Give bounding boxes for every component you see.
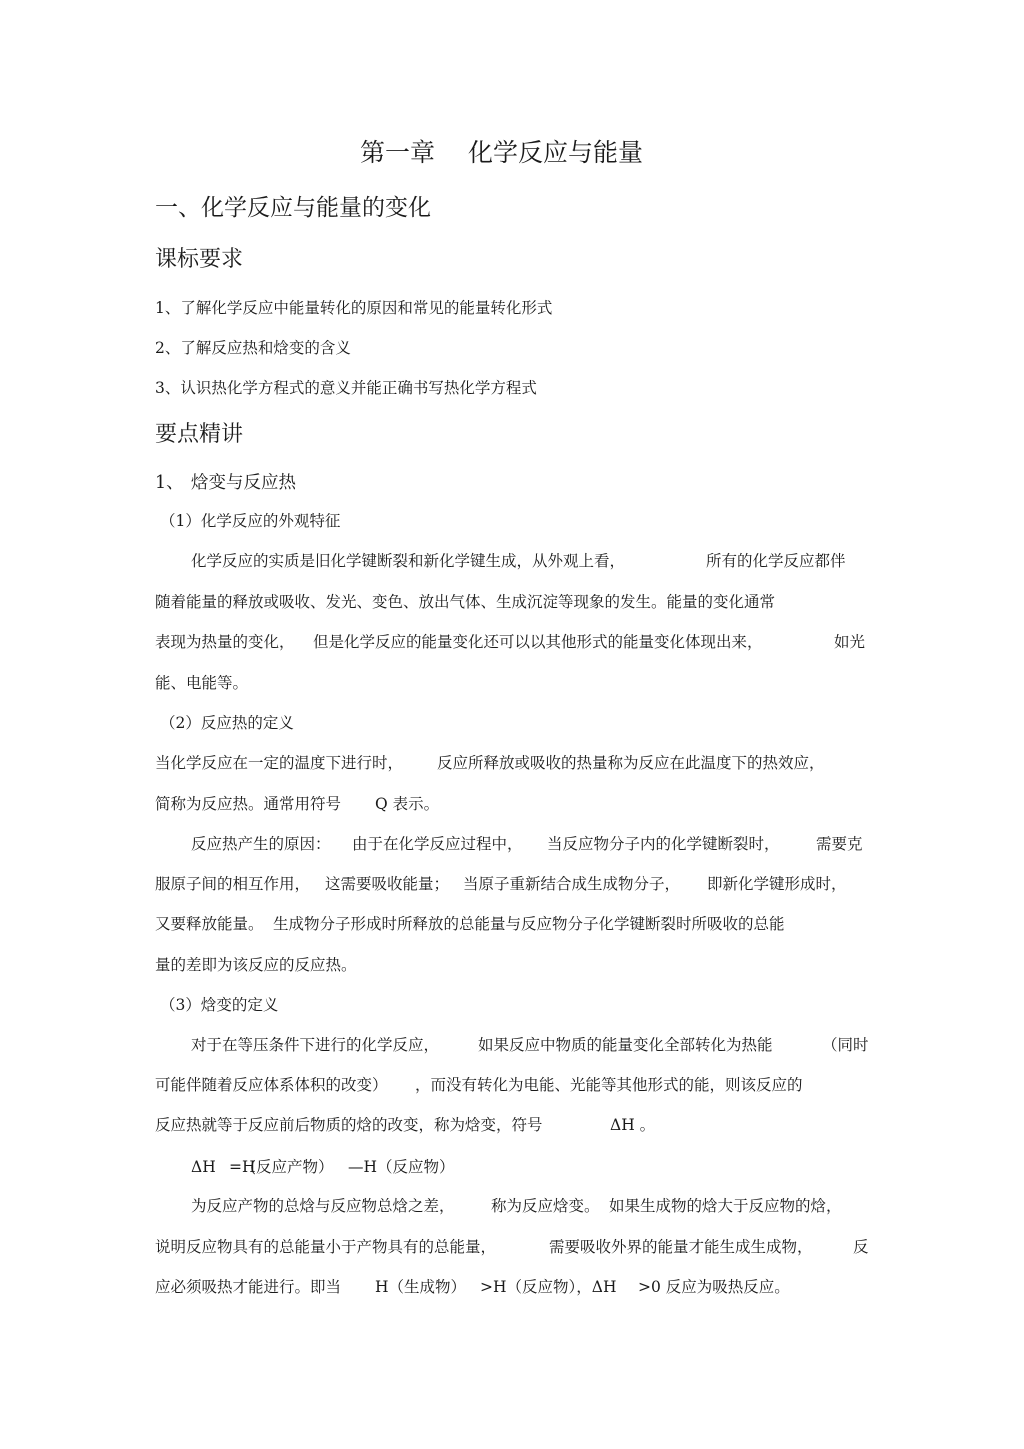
paragraph-text: 反应热产生的原因： xyxy=(191,835,331,853)
requirement-item: 2、了解反应热和焓变的含义 xyxy=(155,339,351,357)
paragraph-text: 表现为热量的变化， xyxy=(155,633,295,651)
requirement-item: 3、认识热化学方程式的意义并能正确书写热化学方程式 xyxy=(155,379,537,397)
paragraph-text: 当原子重新结合成生成物分子， xyxy=(463,875,681,893)
section-heading: 一、化学反应与能量的变化 xyxy=(155,195,431,221)
paragraph-text: H（生成物） xyxy=(375,1278,467,1296)
paragraph-text: 说明反应物具有的总能量小于产物具有的总能量， xyxy=(155,1238,497,1256)
paragraph-text: 称为反应焓变。 xyxy=(491,1197,600,1215)
paragraph-text: 可能伴随着反应体系体积的改变） xyxy=(155,1076,388,1094)
paragraph-text: 当反应物分子内的化学键断裂时， xyxy=(547,835,780,853)
paragraph-text: 反 xyxy=(853,1238,869,1256)
paragraph-text: >H（反应物），ΔH xyxy=(480,1278,617,1296)
paragraph-text: 由于在化学反应过程中， xyxy=(352,835,523,853)
paragraph-text: 化学反应的实质是旧化学键断裂和新化学键生成，从外观上看， xyxy=(191,552,626,570)
formula-delta-h: ΔH xyxy=(191,1158,216,1176)
paragraph-text: 如果反应中物质的能量变化全部转化为热能 xyxy=(478,1036,773,1054)
paragraph-text: 服原子间的相互作用， xyxy=(155,875,311,893)
paragraph-text: 如光 xyxy=(834,633,866,651)
paragraph-text: 应必须吸热才能进行。即当 xyxy=(155,1278,342,1296)
paragraph-text: 即新化学键形成时， xyxy=(707,875,847,893)
paragraph-text: （同时 xyxy=(822,1036,869,1054)
formula-equals: =H xyxy=(229,1158,256,1176)
paragraph-text: 如果生成物的焓大于反应物的焓， xyxy=(609,1197,842,1215)
paragraph-text: 但是化学反应的能量变化还可以以其他形式的能量变化体现出来， xyxy=(313,633,763,651)
formula-reactants: —H（反应物） xyxy=(348,1158,455,1176)
paragraph-text: 生成物分子形成时所释放的总能量与反应物分子化学键断裂时所吸收的总能 xyxy=(273,915,785,933)
paragraph-text: 为反应产物的总焓与反应物总焓之差， xyxy=(191,1197,455,1215)
paragraph-text: 需要吸收外界的能量才能生成生成物， xyxy=(549,1238,813,1256)
paragraph-text: 所有的化学反应都伴 xyxy=(706,552,846,570)
formula-products: (反应产物） xyxy=(250,1158,334,1176)
paragraph-text: 反应热就等于反应前后物质的焓的改变，称为焓变，符号 xyxy=(155,1116,543,1134)
paragraph-text: 简称为反应热。通常用符号 xyxy=(155,795,342,813)
chapter-number: 第一章 xyxy=(360,138,436,167)
paragraph-text: 量的差即为该反应的反应热。 xyxy=(155,956,357,974)
paragraph-text: 随着能量的释放或吸收、发光、变色、放出气体、生成沉淀等现象的发生。能量的变化通常 xyxy=(155,593,776,611)
paragraph-text: ，而没有转化为电能、光能等其他形式的能，则该反应的 xyxy=(415,1076,803,1094)
paragraph-text: ΔH 。 xyxy=(610,1116,656,1134)
paragraph-text: 又要释放能量。 xyxy=(155,915,264,933)
topic-number: 1、 xyxy=(155,473,184,493)
subheading-3: （3）焓变的定义 xyxy=(160,996,279,1014)
paragraph-text: 能、电能等。 xyxy=(155,674,249,692)
paragraph-text: Q 表示。 xyxy=(375,795,440,813)
paragraph-text: 这需要吸收能量； xyxy=(325,875,450,893)
requirement-item: 1、了解化学反应中能量转化的原因和常见的能量转化形式 xyxy=(155,299,553,317)
paragraph-text: 需要克 xyxy=(816,835,863,853)
chapter-title: 化学反应与能量 xyxy=(468,138,644,167)
subheading-2: （2）反应热的定义 xyxy=(160,714,294,732)
paragraph-text: 当化学反应在一定的温度下进行时， xyxy=(155,754,404,772)
keypoints-heading: 要点精讲 xyxy=(155,422,244,447)
curriculum-heading: 课标要求 xyxy=(155,247,244,272)
topic-title: 焓变与反应热 xyxy=(191,473,296,493)
paragraph-text: >0 反应为吸热反应。 xyxy=(638,1278,790,1296)
subheading-1: （1）化学反应的外观特征 xyxy=(160,512,341,530)
paragraph-text: 对于在等压条件下进行的化学反应， xyxy=(191,1036,440,1054)
paragraph-text: 反应所释放或吸收的热量称为反应在此温度下的热效应， xyxy=(437,754,825,772)
